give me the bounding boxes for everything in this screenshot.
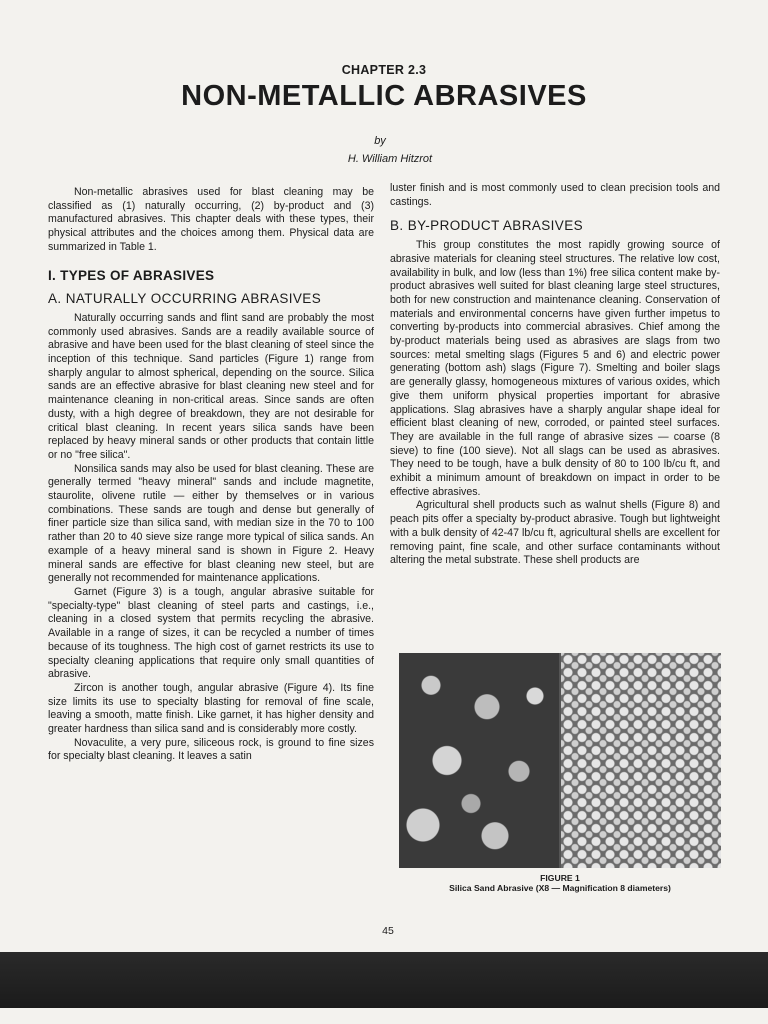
figure-1-photo xyxy=(399,653,721,868)
author-name: H. William Hitzrot xyxy=(347,153,433,165)
chapter-number: CHAPTER 2.3 xyxy=(341,63,427,77)
paragraph-shell: Agricultural shell products such as walnut shells (Figure 8) and peach pits offer a specialty by-product abrasive. Tough but lightweight with a bulk density of 42-47 lb/cu ft, agricultural shells are excellent for removing paint, fine scale, and other surface contaminants without altering the metal substrate. These shell products are xyxy=(390,499,720,567)
paragraph-sands: Naturally occurring sands and flint sand are probably the most commonly used abrasives. Sands are a readily available source of abrasive and have been used for the blast cleaning of steel since the inception of this technique. Sand particles (Figure 1) range from sharply angular to almost spherical, depending on the source. Silica sands are an effective abrasive for blast cleaning new steel and for maintenance cleaning in non-critical areas. Since sands are often dusty, with a high degree of breakdown, they are not desirable for critical blast cleaning. In recent years silica sands have been replaced by heavy mineral sands or other products that contain little or no "free silica". xyxy=(48,311,374,461)
figure-label: FIGURE 1 xyxy=(540,873,580,883)
paragraph-garnet: Garnet (Figure 3) is a tough, angular abrasive suitable for "specialty-type" blast cleaning of steel parts and castings, i.e., cleaning in a closed system that permits recycling the abrasive. Available in a range of sizes, it can be recycled a number of times because of its toughness. The high cost of garnet restricts its use to specialty cleaning applications that require only small quantities of abrasive. xyxy=(48,585,374,681)
paragraph-nonsilica: Nonsilica sands may also be used for blast cleaning. These are generally termed "heavy mineral" sands and include magnetite, staurolite, olivene rutile — either by themselves or in various combinations. These sands are tough and dense but generally of finer particle size than silica sand, with median size in the 70 to 100 rather than 20 to 40 sieve size range more typical of silica sands. An example of a heavy mineral sand is shown in Figure 2. Heavy mineral sands are effective for blast cleaning new steel, but are generally not recommended for maintenance applications. xyxy=(48,462,374,585)
section-heading-types: I. TYPES OF ABRASIVES xyxy=(48,267,215,283)
scan-edge-band xyxy=(0,952,768,1008)
byline-label: by xyxy=(374,135,386,147)
right-column xyxy=(390,182,720,568)
subsection-heading-by-product: B. BY-PRODUCT ABRASIVES xyxy=(390,218,584,234)
left-column xyxy=(48,186,374,764)
paragraph-by-product: This group constitutes the most rapidly growing source of abrasive materials for cleaning steel structures. The relative low cost, availability in bulk, and low (less than 1%) free silica content make by-product abrasives well suited for blast cleaning large steel structures, both for new construction and maintenance cleaning. Conservation of materials and environmental concerns have given further impetus to converting by-products into commercial abrasives. Chief among the by-product materials being used as abrasives are slags from two sources: metal smelting slags (Figures 5 and 6) and electric power generating (bottom ash) slags (Figure 7). Smelting and boiler slags are generally glassy, homogeneous mixtures of various oxides, which give them uniform physical properties important for abrasive applications. Slag abrasives have a sharply angular shape ideal for efficient blast cleaning of new, corroded, or painted steel surfaces. They are available in the full range of abrasive sizes — coarse (8 sieve) to fine (100 sieve). Not all slags can be used as abrasives. They need to be tough, have a bulk density of 80 to 100 lb/cu ft, and exhibit a minimum amount of breakdown on impact in order to be effective abrasives. xyxy=(390,239,720,498)
page-number: 45 xyxy=(382,925,394,937)
paragraph-novaculite: Novaculite, a very pure, siliceous rock, is ground to fine sizes for specialty blast cleaning. It leaves a satin xyxy=(48,736,374,763)
paragraph-zircon: Zircon is another tough, angular abrasive (Figure 4). Its fine size limits its use to specialty blasting for removal of fine scale, leaving a smooth, matte finish. Like garnet, it has higher density and greater hardness than silica sand and is considerably more costly. xyxy=(48,681,374,736)
figure-caption-text: Silica Sand Abrasive (X8 — Magnification 8 diameters) xyxy=(449,883,671,893)
chapter-title: NON-METALLIC ABRASIVES xyxy=(181,80,587,112)
intro-paragraph: Non-metallic abrasives used for blast cleaning may be classified as (1) naturally occurring, (2) by-product and (3) manufactured abrasives. This chapter deals with these types, their physical attributes and the choices among them. Physical data are summarized in Table 1. xyxy=(48,186,374,253)
paragraph-continuation: luster finish and is most commonly used to clean precision tools and castings. xyxy=(390,182,720,208)
figure-caption xyxy=(399,873,721,893)
sand-grains-fine-image xyxy=(561,653,721,868)
sand-grains-coarse-image xyxy=(399,653,559,868)
subsection-heading-naturally-occurring: A. NATURALLY OCCURRING ABRASIVES xyxy=(48,291,322,307)
